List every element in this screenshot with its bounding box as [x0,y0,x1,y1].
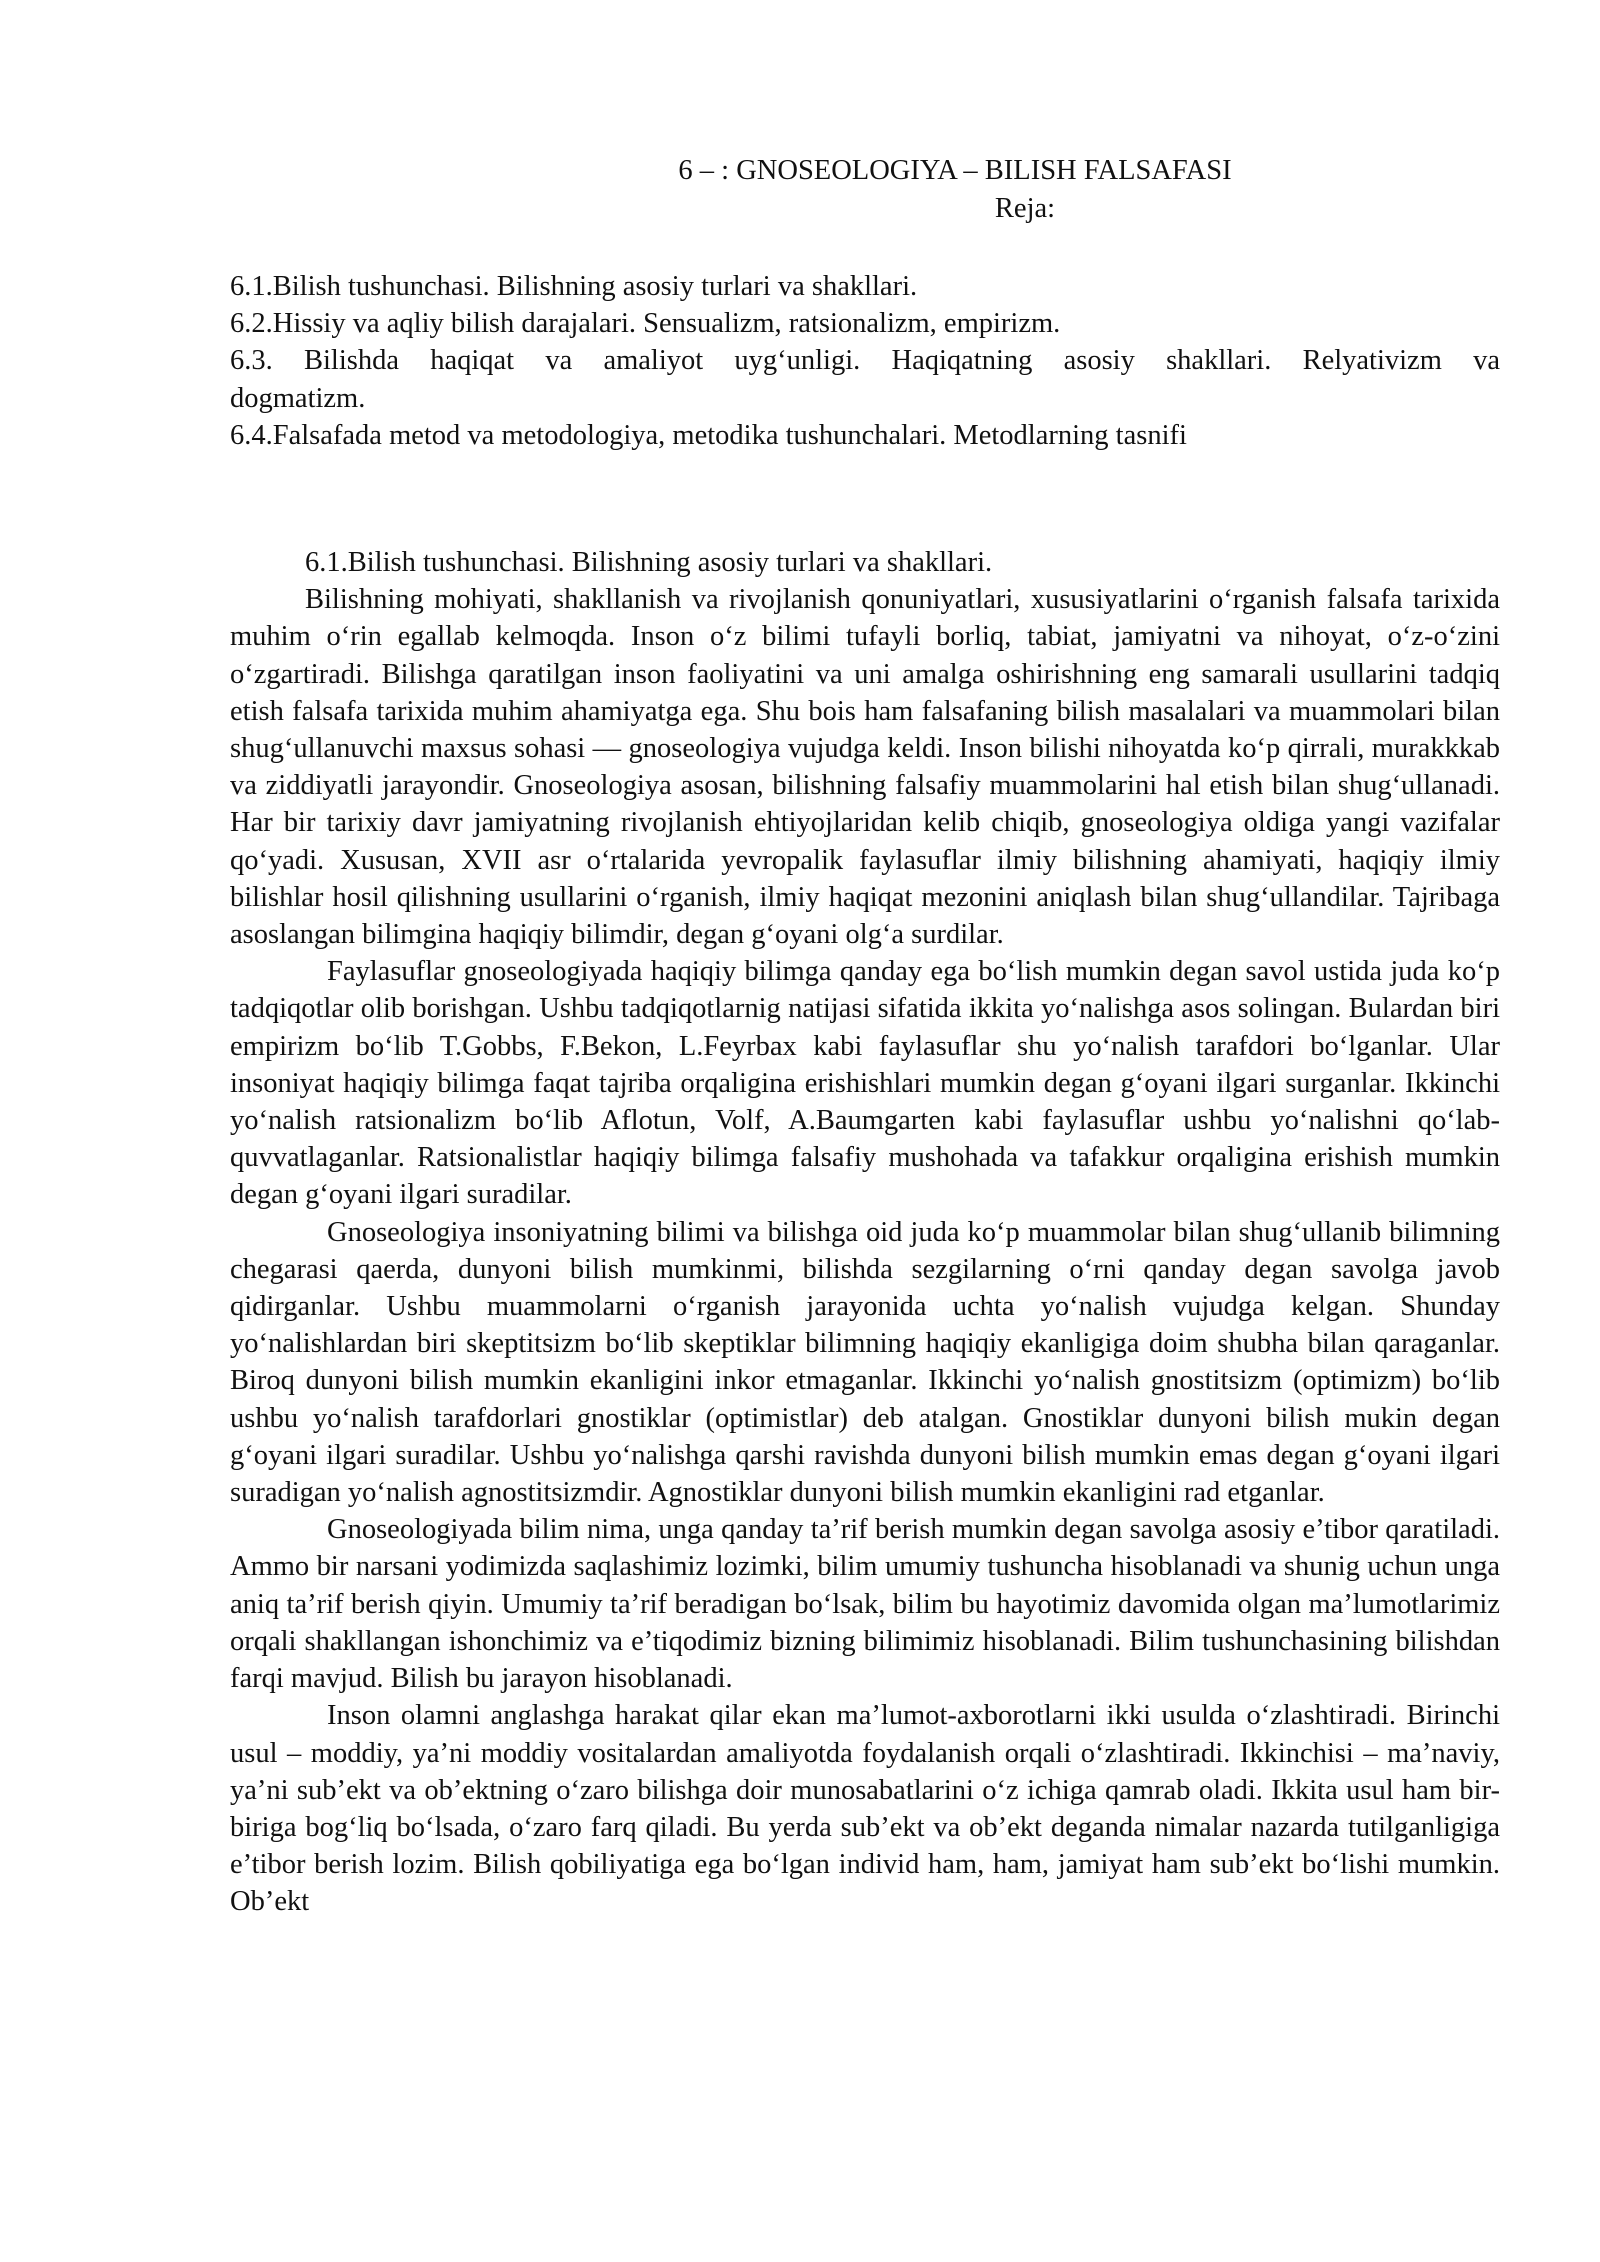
document-body [230,544,1500,1921]
paragraph: Gnoseologiya insoniyatning bilimi va bilishga oid juda ko‘p muammolar bilan shug‘ullanib bilimning chegarasi qaerda, dunyoni bilish mumkinmi, bilishda sezgilarning o‘rni qanday degan savolga javob qidirganlar. Ushbu muammolarni o‘rganish jarayonida uchta yo‘nalish vujudga kelgan. Shunday yo‘nalishlardan biri skeptitsizm bo‘lib skeptiklar bilimning haqiqiy ekanligiga doim shubha bilan qaraganlar. Biroq dunyoni bilish mumkin ekanligini inkor etmaganlar. Ikkinchi yo‘nalish gnostitsizm (optimizm) bo‘lib ushbu yo‘nalish tarafdorlari gnostiklar (optimistlar) deb atalgan. Gnostiklar dunyoni bilish mukin degan g‘oyani ilgari suradilar. Ushbu yo‘nalishga qarshi ravishda dunyoni bilish mumkin emas degan g‘oyani ilgari suradigan yo‘nalish agnostitsizmdir. Agnostiklar dunyoni bilish mumkin ekanligini rad etganlar. [230,1216,1500,1509]
plan-item: 6.4.Falsafada metod va metodologiya, metodika tushunchalari. Metodlarning tasnifi [230,419,1187,451]
plan-item: 6.2.Hissiy va aqliy bilish darajalari. Sensualizm, ratsionalizm, empirizm. [230,308,1061,340]
plan-item: 6.3. Bilishda haqiqat va amaliyot uyg‘unligi. Haqiqatning asosiy shakllari. Relyativizm va [230,345,1500,377]
title-block [230,152,1500,228]
plan-item: 6.1.Bilish tushunchasi. Bilishning asosiy turlari va shakllari. [230,271,918,302]
plan-list [230,268,1500,454]
paragraph: Inson olamni anglashga harakat qilar ekan ma’lumot-axborotlarni ikki usulda o‘zlashtiradi. Birinchi usul – moddiy, ya’ni moddiy vositalardan amaliyotda foydalanish orqali o‘zlashtiradi. Ikkinchisi – ma’naviy, ya’ni sub’ekt va ob’ektning o‘zaro bilishga doir munosabatlarini o‘z ichiga qamrab oladi. Ikkita usul ham bir-biriga bog‘liq bo‘lsada, o‘zaro farq qiladi. Bu yerda sub’ekt va ob’ekt deganda nimalar nazarda tutilganligiga e’tibor berish lozim. Bilish qobiliyatiga ega bo‘lgan individ ham, ham, jamiyat ham sub’ekt bo‘lishi mumkin. Ob’ekt [230,1700,1500,1918]
plan-heading: Reja: [994,193,1056,224]
plan-item: dogmatizm. [230,382,366,414]
paragraph: Gnoseologiyada bilim nima, unga qanday ta’rif berish mumkin degan savolga asosiy e’tibor qaratiladi. Ammo bir narsani yodimizda saqlashimiz lozimki, bilim umumiy tushuncha hisoblanadi va shunig uchun unga aniq ta’rif berish qiyin. Umumiy ta’rif beradigan bo‘lsak, bilim bu hayotimiz davomida olgan ma’lumotlarimiz orqali shakllangan ishonchimiz va e’tiqodimiz bizning bilimimiz hisoblanadi. Bilim tushunchasining bilishdan farqi mavjud. Bilish bu jarayon hisoblanadi. [230,1514,1500,1695]
document-title: 6 – : GNOSEOLOGIYA – BILISH FALSAFASI [678,155,1232,186]
section-heading: 6.1.Bilish tushunchasi. Bilishning asosiy turlari va shakllari. [305,547,993,578]
paragraph: Faylasuflar gnoseologiyada haqiqiy bilimga qanday ega bo‘lish mumkin degan savol ustida juda ko‘p tadqiqotlar olib borishgan. Ushbu tadqiqotlarnig natijasi sifatida ikkita yo‘nalishga asos solingan. Bulardan biri empirizm bo‘lib T.Gobbs, F.Bekon, L.Feyrbax kabi faylasuflar shu yo‘nalish tarafdori bo‘lganlar. Ular insoniyat haqiqiy bilimga faqat tajriba orqaligina erishishlari mumkin degan g‘oyani ilgari surganlar. Ikkinchi yo‘nalish ratsionalizm bo‘lib Aflotun, Volf, A.Baumgarten kabi faylasuflar ushbu yo‘nalishni qo‘lab-quvvatlaganlar. Ratsionalistlar haqiqiy bilimga falsafiy mushohada va tafakkur orqaligina erishish mumkin degan g‘oyani ilgari suradilar. [230,956,1500,1211]
paragraph: Bilishning mohiyati, shakllanish va rivojlanish qonuniyatlari, xususiyatlarini o‘rganish falsafa tarixida muhim o‘rin egallab kelmoqda. Inson o‘z bilimi tufayli borliq, tabiat, jamiyatni va nihoyat, o‘z-o‘zini o‘zgartiradi. Bilishga qaratilgan inson faoliyatini va uni amalga oshirishning eng samarali usullarini tadqiq etish falsafa tarixida muhim ahamiyatga ega. Shu bois ham falsafaning bilish masalalari va muammolari bilan shug‘ullanuvchi maxsus sohasi — gnoseologiya vujudga keldi. Inson bilishi nihoyatda ko‘p qirrali, murakkkab va ziddiyatli jarayondir. Gnoseologiya asosan, bilishning falsafiy muammolarini hal etish bilan shug‘ullanadi. Har bir tarixiy davr jamiyatning rivojlanish ehtiyojlaridan kelib chiqib, gnoseologiya oldiga yangi vazifalar qo‘yadi. Xususan, XVII asr o‘rtalarida yevropalik faylasuflar ilmiy bilishning ahamiyati, haqiqiy ilmiy bilishlar hosil qilishning usullarini o‘rganish, ilmiy haqiqat mezonini aniqlash bilan shug‘ullandilar. Tajribaga asoslangan bilimgina haqiqiy bilimdir, degan g‘oyani olg‘a surdilar. [230,584,1500,951]
